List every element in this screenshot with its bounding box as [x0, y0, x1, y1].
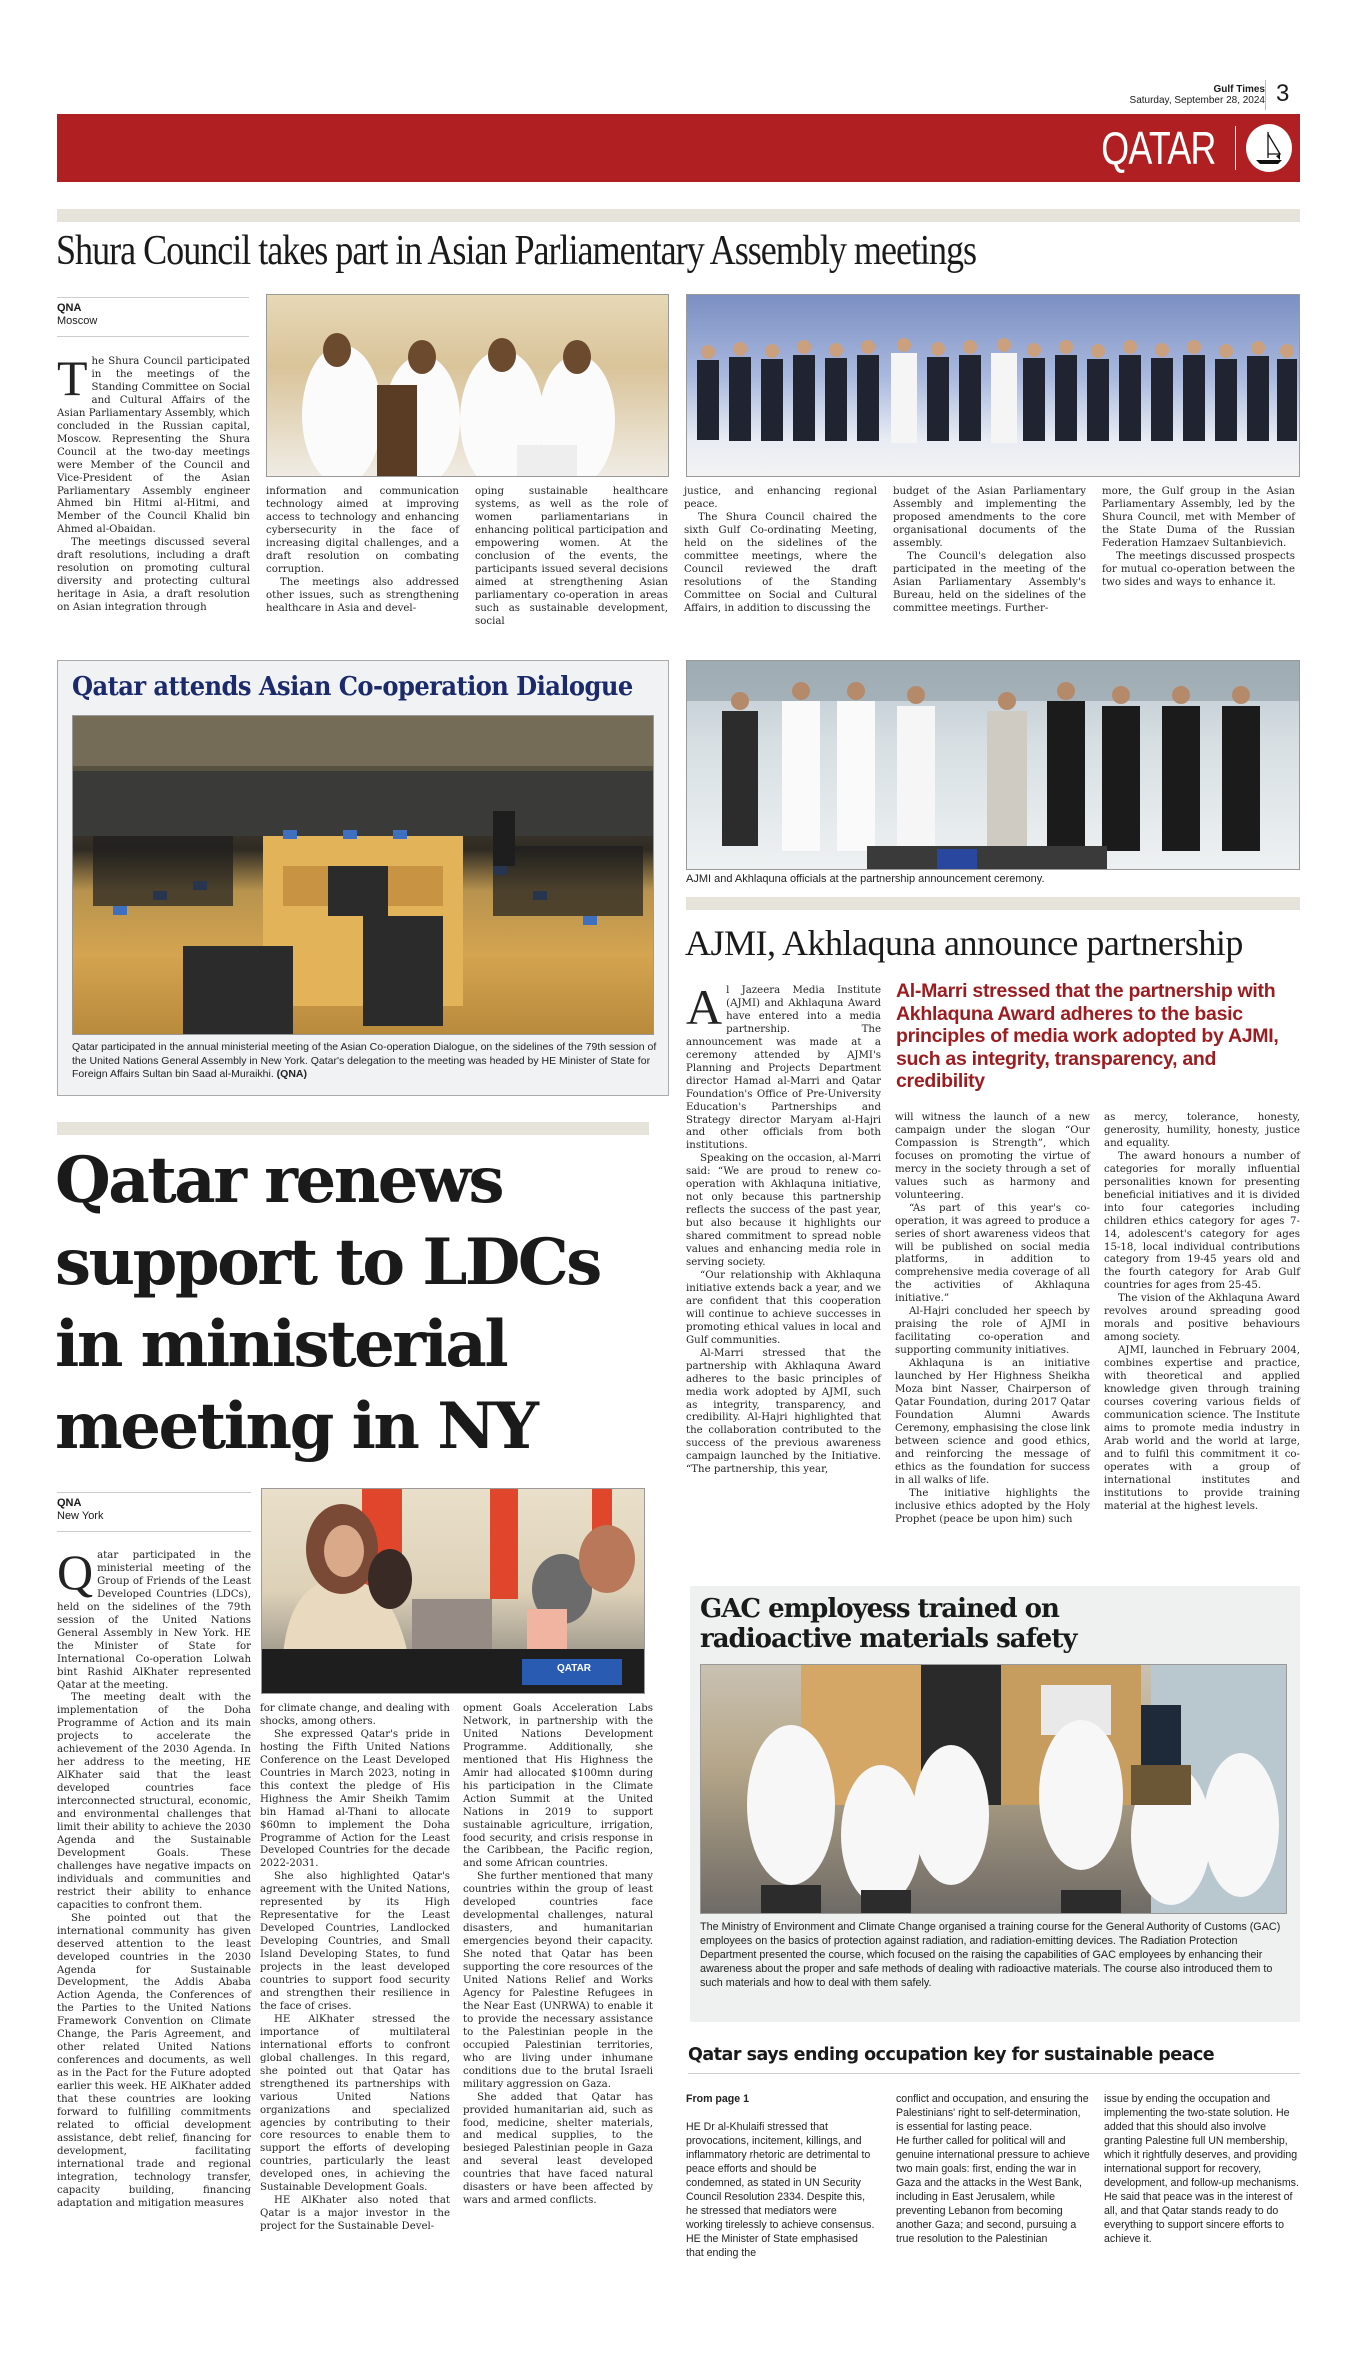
divider — [1265, 80, 1266, 110]
peace-col-2: conflict and occupation, and ensuring the Palestinians' right to self-determination, is essential for lasting peace. He further called for political will and genuine international pressure to achieve two main goals: first, ending the war in Gaza and the attacks in the West Bank, including in East Jerusalem, while preventing Lebanon from becoming another Gaza; and second, pursuing a true resolution to the Palestinian — [896, 2093, 1090, 2245]
peace-col-3: issue by ending the occupation and implementing the two-state solution. He added that this should also involve granting Palestine full UN membership, which it rightfully deserves, and providing international support for recovery, development, and follow-up mechanisms. He said that peace was in the interest of all, and that Qatar stands ready to do everything to support sincere efforts to achieve it. — [1104, 2093, 1299, 2245]
byline — [57, 1497, 103, 1523]
ajmi-col-3: as mercy, tolerance, honesty, generosity, humility, honesty, justice and equality. The award honours a number of categories for morally influential personalities known for presenting beneficial initiatives and it is divided into four categories including children ethics category for ages 7-14, adolescent's category for ages 15-18, local individual contributions category from 19-45 years old and the fourth category for Arab Gulf countries for ages from 25-45. The vision of the Akhlaquna Award revolves around spreading good morals and positive behaviours among society. AJMI, launched in February 2004, combines expertise and practice, with theoretical and applied knowledge given through training courses covering various fields of communication science. The Institute aims to promote media industry in Arab world and the world at large, and to fulfil this commitment it co-operates with a group of international institutes and institutions to provide training material at the highest levels. — [1104, 1112, 1300, 1512]
acd-box — [57, 660, 669, 1096]
divider — [1235, 126, 1236, 170]
section-banner — [57, 114, 1300, 182]
shura-col-5: budget of the Asian Parliamentary Assembly and implementing the proposed amendments to the core organisational documents of the assembly. The Council's delegation also participated in the meeting of the Asian Parliamentary Assembly's Bureau, held on the sidelines of the committee meetings. Further- — [893, 486, 1086, 614]
shura-col-6: more, the Gulf group in the Asian Parliamentary Assembly, led by the Shura Council, met with Member of the State Duma of the Russian Federation Hamzaev Sultanbievich. The meetings discussed prospects for mutual co-operation between the two sides and ways to enhance it. — [1102, 486, 1295, 588]
shura-photo-group — [686, 294, 1300, 477]
ldc-photo-minister — [261, 1488, 645, 1694]
byline — [57, 302, 97, 328]
shura-col-4: justice, and enhancing regional peace. The Shura Council chaired the sixth Gulf Co-ordinating Meeting, held on the sidelines of the committee meetings, where the Council reviewed the draft resolutions of the Standing Committee on Social and Cultural Affairs, in addition to discussing the — [684, 486, 877, 614]
rule — [688, 2073, 1300, 2074]
ldc-col-3: opment Goals Acceleration Labs Network, in partnership with the United Nations Development Programme. Additionally, she mentioned that His Highness the Amir had allocated $100mn during his participation in the Climate Action Summit at the United Nations in 2019 to support sustainable agriculture, irrigation, food security, and crisis response in the Caribbean, the Pacific region, and some African countries. She further mentioned that many countries within the group of least developed countries face developmental challenges, natural disasters, and humanitarian emergencies beyond their capacity. She noted that Qatar has been supporting the core resources of the United Nations Relief and Works Agency for Palestine Refugees in the Near East (UNRWA) to enable it to provide the necessary assistance to the Palestinian people in the occupied Palestinian territories, who are living under inhumane conditions due to the brutal Israeli military aggression on Gaza. She added that Qatar has provided humanitarian aid, such as food, medicine, shelter materials, and medical supplies, to the besieged Palestinian people in Gaza and several least developed countries that have faced natural disasters or have been affected by wars and armed conflicts. — [463, 1703, 653, 2207]
jump-label: From page 1 — [686, 2093, 749, 2105]
peace-headline: Qatar says ending occupation key for sustainable peace — [688, 2045, 1215, 2065]
section-divider-bar — [686, 897, 1300, 910]
shura-headline: Shura Council takes part in Asian Parliamentary Assembly meetings — [56, 228, 977, 274]
dropcap: T — [57, 350, 88, 406]
ldc-col-2: for climate change, and dealing with shocks, among others. She expressed Qatar's pride in hosting the Fifth United Nations Conference on the Least Developed Countries in March 2023, noting in this context the pledge of His Highness the Amir Sheikh Tamim bin Hamad al-Thani to allocate $60mn to implement the Doha Programme of Action for the Least Developed Countries for the decade 2022-2031. She also highlighted Qatar's agreement with the United Nations, represented by its High Representative for the Least Developed Countries, Landlocked Developing Countries, and Small Island Developing States, to fund projects in the least developed countries to support food security and strengthen their resilience in the face of crises. HE AlKhater stressed the importance of multilateral international efforts to confront global challenges. In this regard, she pointed out that Qatar has strengthened its partnerships with various United Nations organizations and specialized agencies by contributing to their core resources to enable them to support the efforts of developing countries, particularly the least developed ones, in achieving the Sustainable Development Goals. HE AlKhater also noted that Qatar is a major investor in the project for the Sustainable Devel- — [260, 1703, 450, 2233]
agency: QNA — [57, 1497, 82, 1509]
section-title: QATAR — [1101, 122, 1216, 174]
section-divider-bar — [57, 1122, 649, 1135]
gac-headline: GAC employess trained on radioactive materials safety — [700, 1594, 1077, 1654]
ldc-headline: Qatar renews support to LDCs in ministerial meeting in NY — [55, 1143, 600, 1464]
publication-name: Gulf Times — [1213, 84, 1265, 95]
rule — [57, 1492, 251, 1493]
page-number: 3 — [1276, 80, 1290, 107]
dropcap: Q — [57, 1544, 94, 1600]
dhow-boat-icon — [1246, 124, 1292, 172]
gac-photo-training — [700, 1664, 1287, 1914]
masthead-meta — [1130, 84, 1265, 106]
dropcap: A — [686, 979, 723, 1035]
ajmi-headline: AJMI, Akhlaquna announce partnership — [685, 923, 1243, 963]
shura-col-1: The Shura Council participated in the meetings of the Standing Committee on Social and Cultural Affairs of the Asian Parliamentary Assembly, which concluded in the Russian capital, Moscow. Representing the Shura Council at the two-day meetings were Member of the Council and Vice-President of the Asian Parliamentary Assembly engineer Ahmed bin Hitmi al-Hitmi, and Member of the Council Khalid bin Ahmed al-Obaidan. The meetings discussed several draft resolutions, including a draft resolution on promoting cultural diversity and protecting cultural heritage in Asia, a draft resolution on Asian integration through — [57, 350, 250, 614]
rule — [57, 336, 249, 337]
rule — [57, 1531, 251, 1532]
nameplate-label: QATAR — [556, 1663, 592, 1674]
gac-caption: The Ministry of Environment and Climate Change organised a training course for the General Authority of Customs (GAC) employees on the basics of protection against radiation, and radiation-emitting devices. The Radiation Protection Department presented the course, which focused on the raising the capabilities of GAC employees by enhancing their awareness about the proper and safe methods of dealing with radioactive materials. The course also introduced them to such materials and how to deal with them safely. — [700, 1921, 1281, 1989]
ldc-col-1: Qatar participated in the ministerial meeting of the Group of Friends of the Least Developed Countries (LDCs), held on the sidelines of the 79th session of the United Nations General Assembly in New York. HE the Minister of State for International Co-operation Lolwah bint Rashid AlKhater represented Qatar at the meeting. The meeting dealt with the implementation of the Doha Programme of Action and its main projects to accelerate the achievement of the 2030 Agenda. In her address to the meeting, HE AlKhater said that the least developed countries face interconnected structural, economic, and environmental challenges that limit their ability to achieve the 2030 Agenda and the Sustainable Development Goals. These challenges have negative impacts on individuals and communities and restrict their ability to enhance capacities to confront them. She pointed out that the international community has given deserved attention to the least developed countries in the 2030 Agenda for Sustainable Development, the Addis Ababa Action Agenda, the Conferences of the Parties to the United Nations Framework Convention on Climate Change, the Paris Agreement, and other related United Nations conferences and documents, as well as in the Pact for the Future adopted earlier this week. HE AlKhater added that these countries are looking forward to fulfilling commitments related to official development assistance, debt relief, financing for development, facilitating international trade and regional integration, technology transfer, capacity building, financing adaptation and mitigation measures — [57, 1544, 251, 2209]
ajmi-col-2: will witness the launch of a new campaign under the slogan “Our Compassion is Strength”, which focuses on promoting the virtue of mercy in the society through a set of values such as harmony and volunteering. “As part of this year's co-operation, it was agreed to produce a series of short awareness videos that will be published on social media platforms, in addition to comprehensive media coverage of all the activities of Akhlaquna initiative.” Al-Hajri concluded her speech by praising the role of AJMI in facilitating co-operation and supporting community initiatives. Akhlaquna is an initiative launched by Her Highness Sheikha Moza bint Nasser, Chairperson of Qatar Foundation, during 2017 Qatar Foundation Alumni Awards Ceremony, emphasising the close link between science and good ethics, and reinforcing the message of ethics as the foundation for success in all walks of life. The initiative highlights the inclusive ethics adopted by the Holy Prophet (peace be upon him) such — [895, 1112, 1090, 1525]
acd-headline: Qatar attends Asian Co-operation Dialogue — [72, 672, 633, 702]
dateline: Moscow — [57, 315, 98, 327]
peace-col-1: From page 1 HE Dr al-Khulaifi stressed that provocations, incitement, killings, and inflammatory rhetoric are detrimental to peace efforts and should be condemned, as stated in UN Security Council Resolution 2334. Despite this, he stressed that mediators were working tirelessly to achieve consensus. HE the Minister of State emphasised that ending the — [686, 2093, 875, 2259]
ajmi-pullquote: Al-Marri stressed that the partnership with Akhlaquna Award adheres to the basic principles of media work adopted by AJMI, such as integrity, transparency, and credibility — [896, 980, 1279, 1092]
section-divider-bar — [57, 209, 1300, 222]
gac-box — [690, 1586, 1300, 2022]
issue-date: Saturday, September 28, 2024 — [1129, 95, 1265, 106]
photo-credit: (QNA) — [276, 1068, 307, 1080]
shura-col-3: oping sustainable healthcare systems, as well as the role of women parliamentarians in enhancing political participation and empowering women. At the conclusion of the events, the participants issued several decisions aimed at strengthening Asian parliamentary co-operation in areas such as sustainable development, social — [475, 486, 668, 627]
acd-caption: Qatar participated in the annual ministerial meeting of the Asian Co-operation Dialogue, on the sidelines of the 79th session of the United Nations General Assembly in New York. Qatar's delegation to the meeting was headed by HE Minister of State for Foreign Affairs Sultan bin Saad al-Muraikhi. (QNA) — [72, 1041, 657, 1080]
acd-photo-meeting — [72, 715, 654, 1035]
shura-photo-delegates — [266, 294, 669, 477]
rule — [57, 297, 249, 298]
ajmi-col-1: Al Jazeera Media Institute (AJMI) and Akhlaquna Award have entered into a media partnership. The announcement was made at a ceremony attended by AJMI's Planning and Projects Department director Hamad al-Marri and Qatar Foundation's Office of Pre-University Education's Partnerships and Strategy director Maryam al-Hajri and other officials from both institutions. Speaking on the occasion, al-Marri said: “We are proud to renew co-operation with Akhlaquna initiative, not only because this partnership reflects the success of the past year, but also because it highlights our shared commitment to spread noble values and enhancing media role in serving society. “Our relationship with Akhlaquna initiative extends back a year, and we are confident that this cooperation will continue to achieve successes in promoting ethical values in local and Gulf communities. Al-Marri stressed that the partnership with Akhlaquna Award adheres to the basic principles of media work adopted by AJMI, such as integrity, transparency, and credibility. Al-Hajri highlighted that the collaboration contributed to the success of the previous awareness campaign launched by the Initiative. “The partnership, this year, — [686, 979, 881, 1476]
shura-col-2: information and communication technology aimed at improving access to technology and enhancing cybersecurity in the face of increasing digital challenges, and a draft resolution on combating corruption. The meetings also addressed other issues, such as strengthening healthcare in Asia and devel- — [266, 486, 459, 614]
dateline: New York — [57, 1510, 104, 1522]
agency: QNA — [57, 302, 82, 314]
ajmi-photo-caption: AJMI and Akhlaquna officials at the partnership announcement ceremony. — [686, 873, 1045, 885]
ajmi-photo-officials — [686, 660, 1300, 870]
